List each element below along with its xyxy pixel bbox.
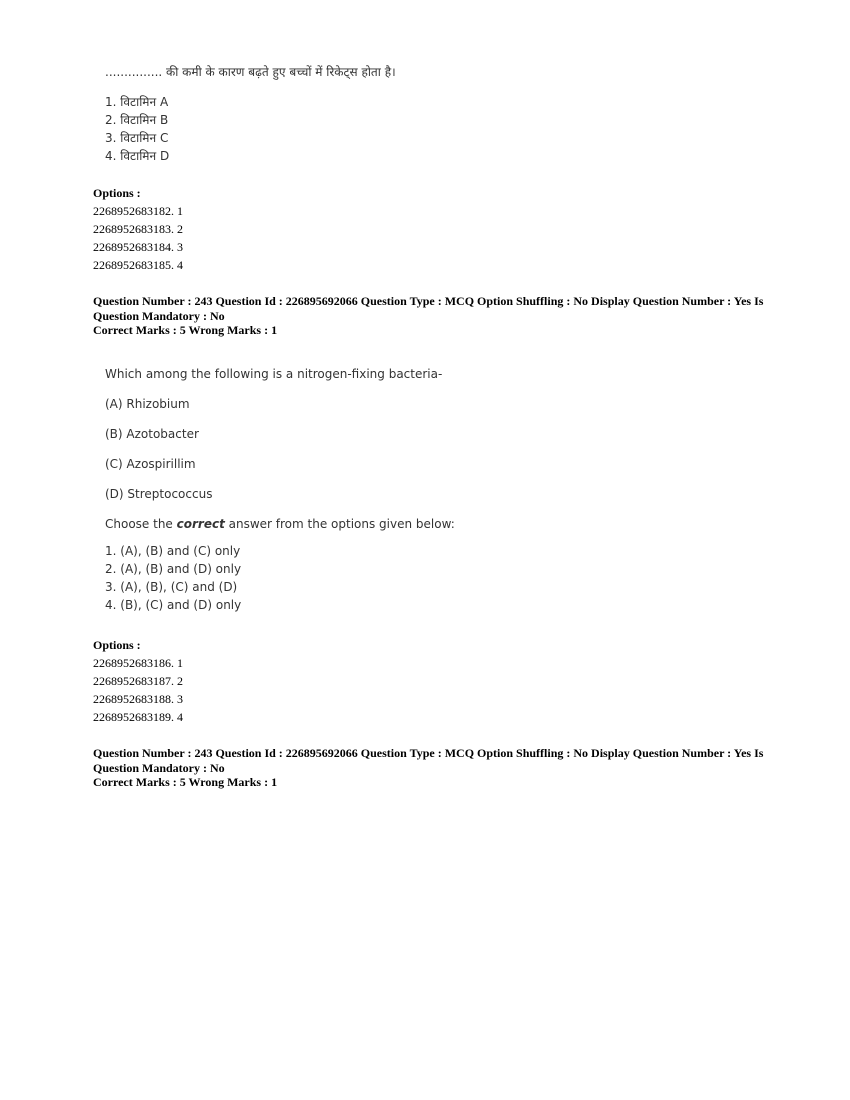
choose-suffix: answer from the options given below:: [224, 517, 455, 531]
question-2-choice: 2. (A), (B) and (D) only: [105, 562, 242, 576]
question-1-choice: 1. विटामिन A: [105, 95, 169, 109]
question-1-choice: 3. विटामिन C: [105, 131, 169, 145]
question-1-body: की कमी के कारण बढ़ते हुए बच्चों में रिकेट्स होता है।: [166, 65, 396, 79]
options-list-1: [93, 184, 183, 274]
statement-d: (D) Streptococcus: [105, 487, 213, 501]
choose-instruction: [105, 517, 455, 532]
option-item: 2268952683183. 2: [93, 222, 183, 236]
option-item: 2268952683184. 3: [93, 240, 183, 254]
question-1-blank: ...............: [105, 65, 163, 79]
option-item: 2268952683185. 4: [93, 258, 183, 272]
option-item: 2268952683186. 1: [93, 656, 183, 670]
question-1-choice: 2. विटामिन B: [105, 113, 169, 127]
statement-c: (C) Azospirillim: [105, 457, 196, 471]
question-1-choice: 4. विटामिन D: [105, 149, 170, 163]
question-meta-line: Question Number : 243 Question Id : 226895692066 Question Type : MCQ Option Shuffling : No Display Question Number : Yes Is Question Mandatory : No: [93, 294, 764, 323]
question-2-choice: 3. (A), (B), (C) and (D): [105, 580, 238, 594]
option-item: 2268952683182. 1: [93, 204, 183, 218]
statement-b: (B) Azotobacter: [105, 427, 199, 441]
question-1-text: [105, 63, 396, 80]
question-2-choice: 4. (B), (C) and (D) only: [105, 598, 242, 612]
question-2-stem: Which among the following is a nitrogen-fixing bacteria-: [105, 367, 443, 381]
statement-a: (A) Rhizobium: [105, 397, 190, 411]
marks-line: Correct Marks : 5 Wrong Marks : 1: [93, 775, 278, 789]
question-meta-line: Question Number : 243 Question Id : 226895692066 Question Type : MCQ Option Shuffling : No Display Question Number : Yes Is Question Mandatory : No: [93, 746, 764, 775]
question-meta-1: [93, 294, 773, 338]
question-2-choices: [105, 542, 455, 614]
question-meta-2: [93, 746, 773, 790]
question-2-choice: 1. (A), (B) and (C) only: [105, 544, 241, 558]
options-heading: Options :: [93, 638, 141, 652]
choose-prefix: Choose the: [105, 517, 177, 531]
marks-line: Correct Marks : 5 Wrong Marks : 1: [93, 323, 278, 337]
option-item: 2268952683189. 4: [93, 710, 183, 724]
option-item: 2268952683187. 2: [93, 674, 183, 688]
options-heading: Options :: [93, 186, 141, 200]
option-item: 2268952683188. 3: [93, 692, 183, 706]
options-list-2: [93, 636, 183, 726]
question-1-choices: [105, 93, 169, 165]
question-2: [105, 367, 455, 614]
choose-emphasis: correct: [176, 517, 225, 531]
